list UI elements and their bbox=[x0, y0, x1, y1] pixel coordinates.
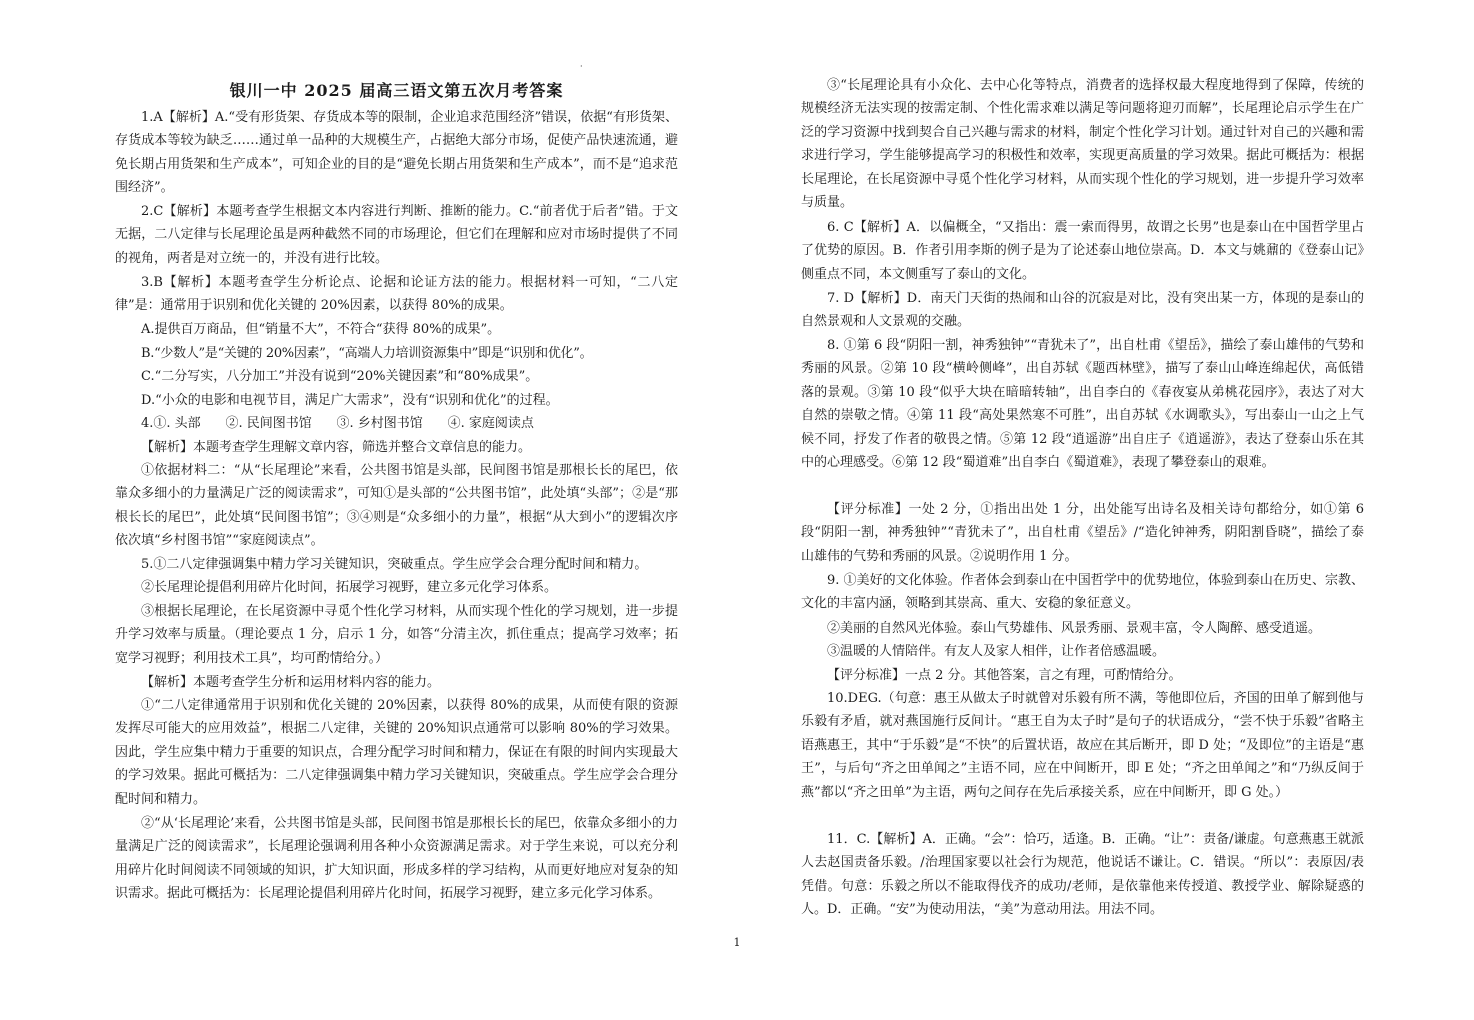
answer-paragraph: 11．C.【解析】A．正确。“会”：恰巧，适逢。B．正确。“让”：责备/谦虚。句意燕惠王就派人去赵国责备乐毅。/治理国家要以社会行为规范，他说话不谦让。C．错误。“所以”：表原因/表凭借。句意：乐毅之所以不能取得伐齐的成功/老师，是依靠他来传授道、教授学业、解除疑惑的人。D．正确。“安”为使动用法，“美”为意动用法。用法不同。 bbox=[801, 832, 1364, 918]
answer-paragraph: 【评分标准】一处 2 分，①指出出处 1 分，出处能写出诗名及相关诗句都给分，如①第 6 段“阴阳一割，神秀独钟”“青犹未了”，出自杜甫《望岳》/“造化钟神秀，阴阳割昏晓”，描绘了泰山雄伟的气势和秀丽的风景。②说明作用 1 分。 bbox=[801, 502, 1364, 564]
answer-paragraph: D.“小众的电影和电视节目，满足广大需求”，没有“识别和优化”的过程。 bbox=[141, 393, 559, 408]
answer-paragraph: 5.①二八定律强调集中精力学习关键知识，突破重点。学生应学会合理分配时间和精力。 bbox=[141, 557, 648, 572]
page-number: 1 bbox=[733, 936, 741, 949]
answer-paragraph: ②“从‘长尾理论’来看，公共图书馆是头部，民间图书馆是那根长长的尾巴，依靠众多细小的力量满足广泛的阅读需求”，长尾理论强调利用各种小众资源满足需求。对于学生来说，可以充分利用碎片化时间阅读不同领域的知识，扩大知识面，形成多样的学习结构，从而更好地应对复杂的知识需求。据此可概括为：长尾理论提倡利用碎片化时间，拓展学习视野，建立多元化学习体系。 bbox=[115, 816, 678, 902]
answer-paragraph: 6. C【解析】A．以偏概全，“又指出：震一索而得男，故谓之长男”也是泰山在中国哲学里占了优势的原因。B．作者引用李斯的例子是为了论述泰山地位崇高。D．本文与姚鼐的《登泰山记》侧重点不同，本文侧重写了泰山的文化。 bbox=[801, 220, 1364, 282]
top-dot: · bbox=[580, 62, 583, 71]
answer-paragraph: 3.B【解析】本题考查学生分析论点、论据和论证方法的能力。根据材料一可知，“二八定律”是：通常用于识别和优化关键的 20%因素，以获得 80%的成果。 bbox=[115, 275, 678, 314]
answer-paragraph: 2.C【解析】本题考查学生根据文本内容进行判断、推断的能力。C.“前者优于后者”错。于文无据，二八定律与长尾理论虽是两种截然不同的市场理论，但它们在理解和应对市场时提供了不同的视角，两者是对立统一的，并没有进行比较。 bbox=[115, 204, 678, 266]
answer-paragraph: C.“二分写实，八分加工”并没有说到“20%关键因素”和“80%成果”。 bbox=[141, 369, 539, 384]
answer-paragraph: 8. ①第 6 段“阴阳一割，神秀独钟”“青犹未了”，出自杜甫《望岳》，描绘了泰山雄伟的气势和秀丽的风景。②第 10 段“横岭侧峰”，出自苏轼《题西林壁》，描写了泰山山峰连绵起伏，高低错落的景观。③第 10 段“似乎大块在暗暗转轴”，出自李白的《春夜宴从弟桃花园序》，表达了对大自然的崇敬之情。④第 11 段“高处果然寒不可胜”，出自苏轼《水调歌头》，写出泰山一山之上气候不同，抒发了作者的敬畏之情。⑤第 12 段“逍遥游”出自庄子《逍遥游》，表达了登泰山乐在其中的心理感受。⑥第 12 段“蜀道难”出自李白《蜀道难》，表现了攀登泰山的艰难。 bbox=[801, 338, 1364, 471]
answer-paragraph: A.提供百万商品，但“销量不大”，不符合“获得 80%的成果”。 bbox=[141, 322, 501, 337]
answer-paragraph: ①依据材料二：“从“长尾理论”来看，公共图书馆是头部，民间图书馆是那根长长的尾巴，依靠众多细小的力量满足广泛的阅读需求”，可知①是头部的“公共图书馆”，此处填“头部”；②是“那根长长的尾巴”，此处填“民间图书馆”；③④则是“众多细小的力量”，根据“从大到小”的逻辑次序依次填“乡村图书馆”“家庭阅读点”。 bbox=[115, 463, 678, 549]
answer-paragraph: ②长尾理论提倡利用碎片化时间，拓展学习视野，建立多元化学习体系。 bbox=[141, 580, 558, 595]
answer-paragraph: 【解析】本题考查学生理解文章内容，筛选并整合文章信息的能力。 bbox=[141, 440, 532, 455]
answer-paragraph: 7. D【解析】D．南天门天街的热闹和山谷的沉寂是对比，没有突出某一方，体现的是泰山的自然景观和人文景观的交融。 bbox=[801, 291, 1364, 330]
answer-paragraph: 【评分标准】一点 2 分。其他答案，言之有理，可酌情给分。 bbox=[827, 668, 1182, 683]
answer-paragraph: 10.DEG.（句意：惠王从做太子时就曾对乐毅有所不满，等他即位后，齐国的田单了解到他与乐毅有矛盾，就对燕国施行反间计。“惠王自为太子时”是句子的状语成分，“尝不快于乐毅”省略主语燕惠王，其中“于乐毅”是“不快”的后置状语，故应在其后断开，即 D 处；“及即位”的主语是“惠王”，与后句“齐之田单闻之”主语不同，应在中间断开，即 E 处；“齐之田单闻之”和“乃纵反间于燕”都以“齐之田单”为主语，两句之间存在先后承接关系，应在中间断开，即 G 处。） bbox=[801, 691, 1364, 800]
answer-paragraph: B.“少数人”是“关键的 20%因素”，“高端人力培训资源集中”即是“识别和优化”。 bbox=[141, 346, 593, 361]
answer-paragraph: 1.A【解析】A.“受有形货架、存货成本等的限制，企业追求范围经济”错误，依据“有形货架、存货成本等较为缺乏……通过单一品种的大规模生产，占据绝大部分市场，促使产品快速流通，避免长期占用货架和生产成本”，可知企业的目的是“避免长期占用货架和生产成本”，而不是“追求范围经济”。 bbox=[115, 110, 678, 196]
answer-paragraph: 【解析】本题考查学生分析和运用材料内容的能力。 bbox=[141, 675, 441, 690]
answer-paragraph: ③“长尾理论具有小众化、去中心化等特点，消费者的选择权最大程度地得到了保障，传统的规模经济无法实现的按需定制、个性化需求难以满足等问题将迎刃而解”，长尾理论启示学生在广泛的学习资源中找到契合自己兴趣与需求的材料，制定个性化学习计划。通过针对自己的兴趣和需求进行学习，学生能够提高学习的积极性和效率，实现更高质量的学习效果。据此可概括为：根据长尾理论，在长尾资源中寻觅个性化学习材料，从而实现个性化的学习规划，进一步提升学习效率与质量。 bbox=[801, 78, 1364, 211]
answer-paragraph: 4.①. 头部 ②. 民间图书馆 ③. 乡村图书馆 ④. 家庭阅读点 bbox=[141, 416, 534, 431]
answer-paragraph: ③根据长尾理论，在长尾资源中寻觅个性化学习材料，从而实现个性化的学习规划，进一步提升学习效率与质量。（理论要点 1 分，启示 1 分，如答“分清主次，抓住重点；提高学习效率；拓宽学习视野；利用技术工具”，均可酌情给分。） bbox=[115, 604, 678, 666]
answer-paragraph: 9. ①美好的文化体验。作者体会到泰山在中国哲学中的优势地位，体验到泰山在历史、宗教、文化的丰富内涵，领略到其崇高、重大、安稳的象征意义。 bbox=[801, 573, 1364, 612]
answer-paragraph: ①“二八定律通常用于识别和优化关键的 20%因素，以获得 80%的成果，从而使有限的资源发挥尽可能大的应用效益”，根据二八定律，关键的 20%知识点通常可以影响 80%的学习效果。因此，学生应集中精力于重要的知识点，合理分配学习时间和精力，保证在有限的时间内实现最大的学习效果。据此可概括为：二八定律强调集中精力学习关键知识，突破重点。学生应学会合理分配时间和精力。 bbox=[115, 698, 678, 807]
answer-paragraph: ②美丽的自然风光体验。泰山气势雄伟、风景秀丽、景观丰富，令人陶醉、感受逍遥。 bbox=[827, 621, 1322, 636]
answer-paragraph: ③温暖的人情陪伴。有友人及家人相伴，让作者倍感温暖。 bbox=[827, 644, 1166, 659]
page-title: 银川一中 2025 届高三语文第五次月考答案 bbox=[229, 81, 564, 100]
